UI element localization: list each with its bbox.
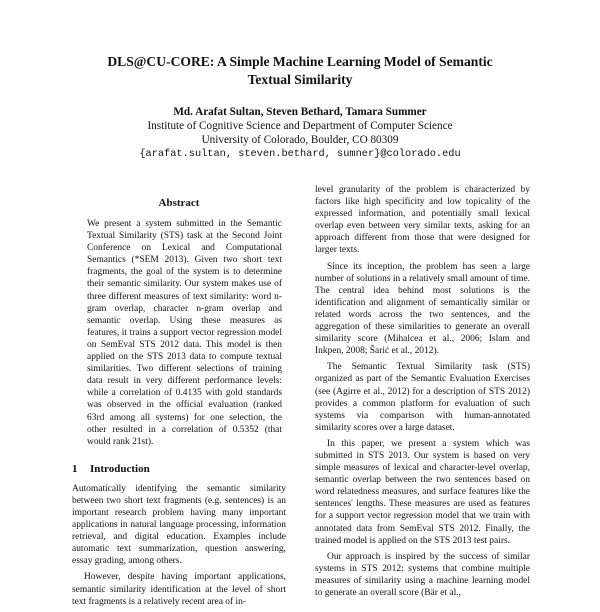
right-paragraph-5: Our approach is inspired by the success of similar systems in STS 2012: systems that combine multiple measures of similarity using a machine learning model to generate an overall score (Bär et al., [315,551,530,598]
left-column [72,184,286,612]
right-paragraph-1: level granularity of the problem is characterized by factors like high specificity and low topicality of the expressed information, and potentially small lexical overlap even between very similar texts, asking for an approach different from those that were designed for larger texts. [315,185,530,256]
introduction-heading [72,462,286,476]
abstract-text: We present a system submitted in the Semantic Textual Similarity (STS) task at the Second Joint Conference on Lexical and Computational Semantics (*SEM 2013). Given two short text fragments, the goal of the system is to determine their semantic similarity. Our system makes use of three different measures of text similarity: word n-gram overlap, character n-gram overlap and semantic overlap. Using these measures as features, it trains a support vector regression model on SemEval STS 2012 data. This model is then applied on the STS 2013 data to compute textual similarities. Two different selections of training data result in very different performance levels: while a correlation of 0.4135 with gold standards was observed in the official evaluation (ranked 63rd among all systems) for one selection, the other resulted in a correlation of 0.5352 (that would rank 21st). [87,219,282,447]
abstract-section [87,218,282,448]
right-paragraph-3: The Semantic Textual Similarity task (STS) organized as part of the Semantic Evaluation Exercises (see (Agirre et al., 2012) for a description of STS 2012) provides a common platform for evaluation of such systems via comparison with human-annotated similarity scores over a large dataset. [315,362,530,433]
intro-paragraph-2: However, despite having important applications, semantic similarity identification at the level of short text fragments is a relatively recent area of in- [72,572,286,607]
affiliation-department: Institute of Cognitive Science and Department of Computer Science [147,120,453,132]
affiliation-university: University of Colorado, Boulder, CO 80309 [201,134,399,146]
right-paragraph-4: In this paper, we present a system which was submitted in STS 2013. Our system is based on very simple measures of lexical and character-level overlap, semantic overlap between the two sentences based on word relatedness measures, and surface features like the sentences' lengths. These measures are used as features for a support vector regression model that we train with annotated data from SemEval STS 2012. Finally, the trained model is applied on the STS 2013 test pairs. [315,438,530,546]
section-title: Introduction [90,462,150,475]
author-emails: {arafat.sultan, steven.bethard, sumner}@colorado.edu [139,148,461,160]
section-number: 1 [72,462,78,475]
paper-title-line-1: DLS@CU-CORE: A Simple Machine Learning Model of Semantic [107,54,493,69]
right-column [315,184,530,603]
abstract-heading: Abstract [158,197,200,209]
author-list: Md. Arafat Sultan, Steven Bethard, Tamara Summer [173,106,427,118]
paper-title-line-2: Textual Similarity [247,72,353,87]
intro-paragraph-1: Automatically identifying the semantic similarity between two short text fragments (e.g. sentences) is an important research problem having many important applications in natural language processing, information retrieval, and digital education. Examples include automatic text summarization, question answering, essay grading, among others. [72,483,286,567]
right-paragraph-2: Since its inception, the problem has seen a large number of solutions in a relatively small amount of time. The central idea behind most solutions is the identification and alignment of semantically similar or related words across the two sentences, and the aggregation of these similarities to generate an overall similarity score (Mihalcea et al., 2006; Islam and Inkpen, 2008; Šarić et al., 2012). [315,261,530,357]
